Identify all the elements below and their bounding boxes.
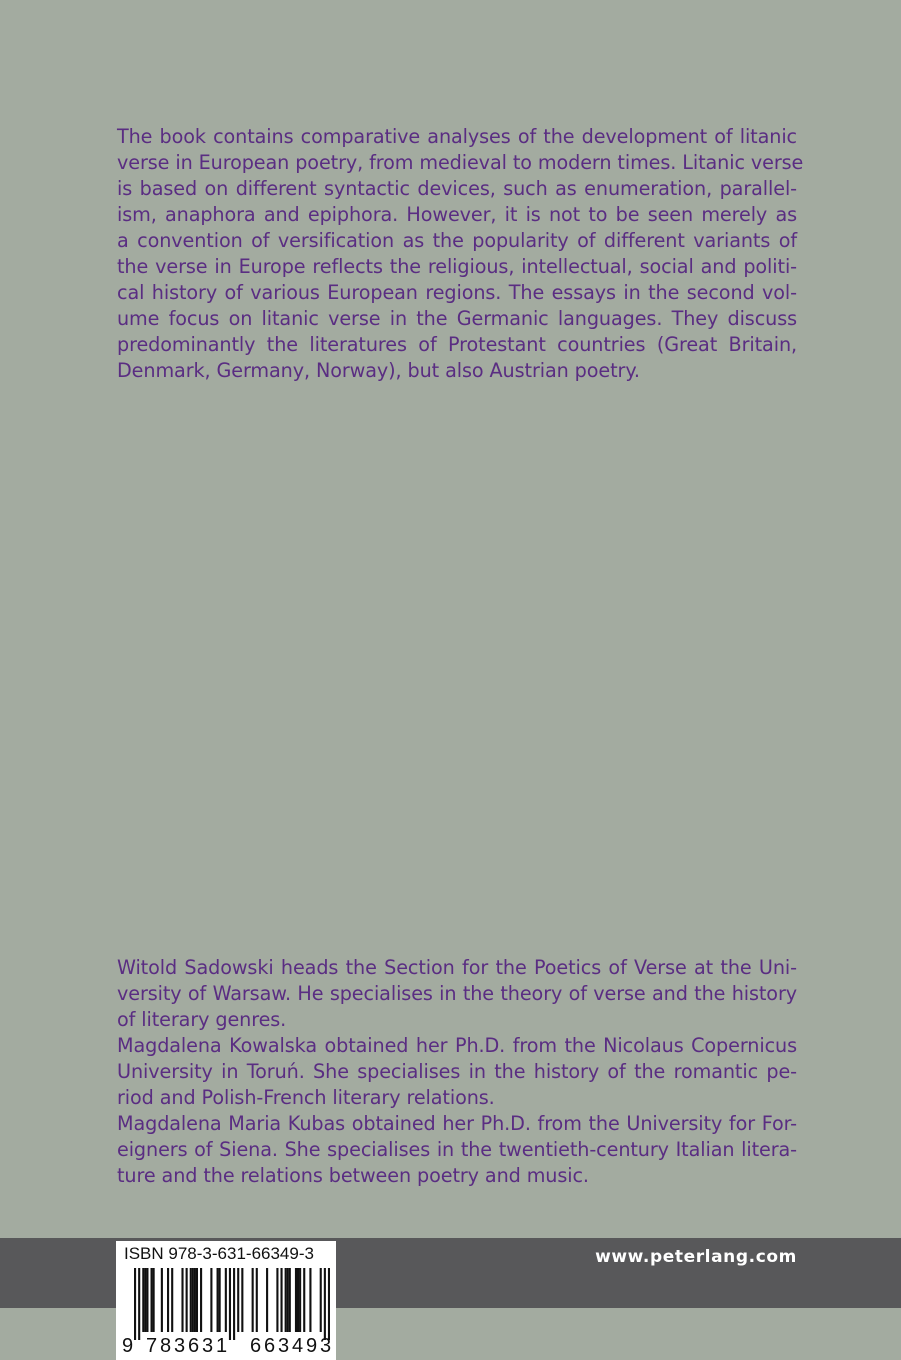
barcode-bar: [299, 1268, 301, 1332]
barcode-bar: [324, 1268, 326, 1340]
barcode-bar: [190, 1268, 192, 1332]
barcode-bar: [134, 1268, 136, 1340]
description-line: predominantly the literatures of Protestant countries (Great Britain,: [117, 333, 797, 356]
barcode-bar: [219, 1268, 221, 1332]
description-line: is based on different syntactic devices, such as enumeration, parallel-: [117, 177, 797, 200]
barcode-bar: [217, 1268, 219, 1332]
barcode-digit: 9: [306, 1335, 318, 1357]
barcode-bar: [303, 1268, 305, 1332]
barcode-digit: 7: [146, 1335, 158, 1357]
barcode-bar: [194, 1268, 196, 1332]
description-line: verse in European poetry, from medieval to modern times. Litanic verse: [117, 151, 804, 174]
isbn-label: ISBN 978-3-631-66349-3: [124, 1244, 314, 1263]
barcode-bar: [171, 1268, 173, 1332]
barcode-digit: 8: [160, 1335, 172, 1357]
barcode-bar: [196, 1268, 198, 1332]
barcode-bar: [192, 1268, 194, 1332]
barcode-bar: [144, 1268, 146, 1332]
barcode-digit: 1: [216, 1335, 228, 1357]
barcode-bar: [266, 1268, 268, 1332]
bio-line: riod and Polish-French literary relations.: [117, 1086, 495, 1109]
description-line: The book contains comparative analyses of the development of litanic: [117, 125, 797, 148]
barcode-bar: [280, 1268, 282, 1332]
barcode-digit: 3: [278, 1335, 290, 1357]
bio-line: Magdalena Kowalska obtained her Ph.D. from the Nicolaus Copernicus: [117, 1034, 797, 1057]
barcode-bar: [295, 1268, 297, 1332]
barcode-digit: 6: [264, 1335, 276, 1357]
bio-line: University in Toruń. She specialises in the history of the romantic pe-: [117, 1060, 797, 1083]
barcode-bar: [289, 1268, 291, 1332]
barcode-bar: [138, 1268, 140, 1340]
description-line: ism, anaphora and epiphora. However, it is not to be seen merely as: [117, 203, 797, 226]
barcode-bar: [287, 1268, 289, 1332]
barcode-digit: 3: [320, 1335, 332, 1357]
barcode-bar: [320, 1268, 322, 1332]
barcode-bar: [153, 1268, 155, 1332]
description-line: cal history of various European regions. The essays in the second vol-: [117, 281, 797, 304]
publisher-website[interactable]: www.peterlang.com: [595, 1247, 797, 1267]
barcode-bar: [256, 1268, 258, 1332]
description-line: a convention of versification as the popularity of different variants of: [117, 229, 797, 252]
barcode-bar: [186, 1268, 188, 1332]
barcode-digit: 4: [292, 1335, 304, 1357]
barcode-digits: [122, 1335, 330, 1359]
bio-line: versity of Warsaw. He specialises in the theory of verse and the history: [117, 982, 797, 1005]
barcode-digit: 3: [202, 1335, 214, 1357]
barcode-bar: [167, 1268, 169, 1332]
bio-line: Witold Sadowski heads the Section for the Poetics of Verse at the Uni-: [117, 956, 797, 979]
barcode-bar: [151, 1268, 153, 1332]
bio-line: ture and the relations between poetry and music.: [117, 1164, 589, 1187]
barcode-bar: [237, 1268, 239, 1332]
barcode-bar: [210, 1268, 212, 1332]
barcode-bar: [297, 1268, 299, 1332]
barcode-digit: 9: [122, 1335, 134, 1357]
barcode-bar: [309, 1268, 311, 1332]
book-description: [117, 124, 804, 384]
barcode-digit: 3: [174, 1335, 186, 1357]
bio-line: Magdalena Maria Kubas obtained her Ph.D. from the University for For-: [117, 1112, 797, 1135]
barcode-bar: [181, 1268, 183, 1332]
barcode-bar: [233, 1268, 235, 1340]
barcode-bars: [134, 1268, 330, 1340]
barcode: [116, 1241, 336, 1360]
barcode-bar: [200, 1268, 202, 1332]
barcode-bar: [229, 1268, 231, 1340]
barcode-bar: [161, 1268, 163, 1332]
description-line: the verse in Europe reflects the religious, intellectual, social and politi-: [117, 255, 797, 278]
description-line: Denmark, Germany, Norway), but also Austrian poetry.: [117, 359, 640, 382]
barcode-bar: [225, 1268, 227, 1332]
barcode-bar: [252, 1268, 254, 1332]
barcode-bar: [241, 1268, 243, 1332]
author-bios: [117, 955, 797, 1189]
barcode-bar: [328, 1268, 330, 1340]
barcode-digit: 6: [188, 1335, 200, 1357]
description-line: ume focus on litanic verse in the Germanic languages. They discuss: [117, 307, 797, 330]
barcode-digit: 6: [250, 1335, 262, 1357]
barcode-bar: [285, 1268, 287, 1332]
barcode-bar: [146, 1268, 148, 1332]
bio-line: of literary genres.: [117, 1008, 287, 1031]
barcode-bar: [142, 1268, 144, 1332]
bio-line: eigners of Siena. She specialises in the twentieth-century Italian litera-: [117, 1138, 797, 1161]
barcode-bar: [276, 1268, 278, 1332]
